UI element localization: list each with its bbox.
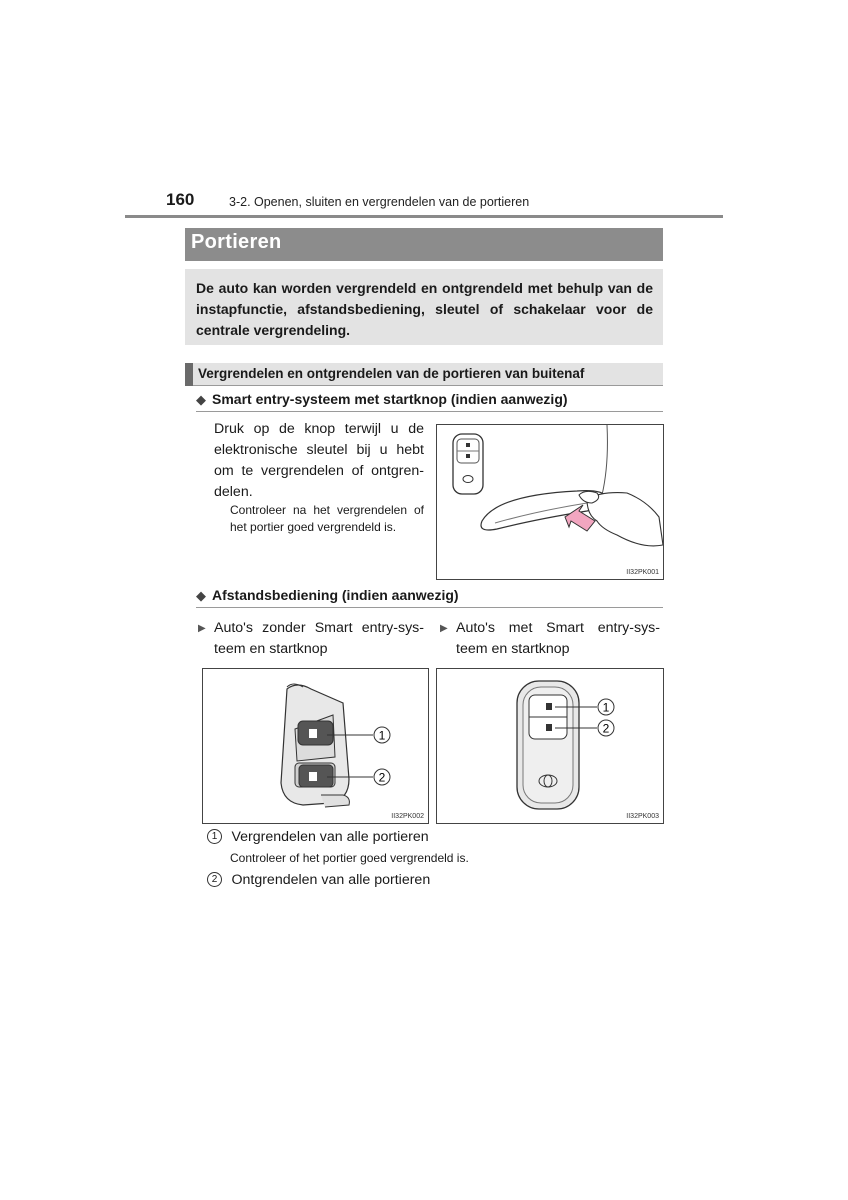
intro-text: De auto kan worden vergrendeld en ontgrendeld met behulp van de instapfunctie, afstandsbediening, sleutel of schakelaar voor de centrale vergrendeling.	[196, 280, 653, 338]
diamond-icon: ◆	[196, 588, 206, 603]
smart-key-figure	[436, 668, 664, 824]
circled-number-1: 1	[207, 829, 222, 844]
remote-divider	[196, 607, 663, 608]
door-handle-illustration	[437, 425, 663, 579]
legend-item-1-note: Controleer of het portier goed vergrendeld is.	[230, 851, 469, 865]
remote-left-label: Auto's zonder Smart entry-sys-teem en startknop	[214, 620, 424, 657]
figure-code: II32PK003	[626, 813, 659, 820]
header-divider	[125, 215, 723, 218]
legend-item-1	[207, 827, 429, 848]
smart-entry-divider	[196, 411, 663, 412]
section-accent	[185, 363, 193, 386]
page-number: 160	[166, 190, 195, 209]
figure-code: II32PK002	[391, 813, 424, 820]
remote-heading	[196, 587, 459, 604]
circled-number-2: 2	[207, 872, 222, 887]
smart-entry-heading	[196, 391, 568, 408]
unlock-icon	[546, 724, 552, 731]
triangle-right-icon: ▶	[440, 623, 448, 634]
callout-2: 2	[378, 770, 386, 785]
callout-2: 2	[602, 721, 610, 736]
lock-icon	[466, 443, 470, 447]
lock-icon	[546, 703, 552, 710]
intro-box	[185, 269, 663, 345]
smart-entry-note: Controleer na het vergrendelen of het portier goed vergrendeld is.	[230, 503, 424, 534]
chapter-title: 3-2. Openen, sluiten en vergrendelen van de portieren	[229, 195, 530, 209]
callout-1: 1	[378, 728, 386, 743]
section-heading: Vergrendelen en ontgrendelen van de portieren van buitenaf	[198, 366, 585, 381]
figure-code: II32PK001	[626, 569, 659, 576]
smart-entry-text: Druk op de knop terwijl u de elektronische sleutel bij u hebt om te vergrendelen of ontgren-delen.	[214, 421, 424, 500]
legend-item-2-text: Ontgrendelen van alle portieren	[231, 872, 431, 888]
remote-heading-text: Afstandsbediening (indien aanwezig)	[212, 587, 459, 603]
triangle-right-icon: ▶	[198, 623, 206, 634]
smart-key-illustration	[437, 669, 663, 823]
door-handle-figure	[436, 424, 664, 580]
unlock-icon	[466, 454, 470, 458]
smart-entry-heading-text: Smart entry-systeem met startknop (indien aanwezig)	[212, 391, 568, 407]
diamond-icon: ◆	[196, 392, 206, 407]
callout-1: 1	[602, 700, 610, 715]
page-title-bar	[185, 228, 663, 261]
flip-key-figure	[202, 668, 429, 824]
flip-key-illustration	[203, 669, 428, 823]
remote-right-label: Auto's met Smart entry-sys-teem en startknop	[456, 620, 660, 657]
section-heading-bar	[185, 363, 663, 386]
legend-item-1-text: Vergrendelen van alle portieren	[231, 829, 429, 845]
lock-icon	[309, 729, 317, 738]
legend-item-2	[207, 870, 430, 891]
unlock-icon	[309, 772, 317, 781]
page-title: Portieren	[191, 231, 282, 253]
